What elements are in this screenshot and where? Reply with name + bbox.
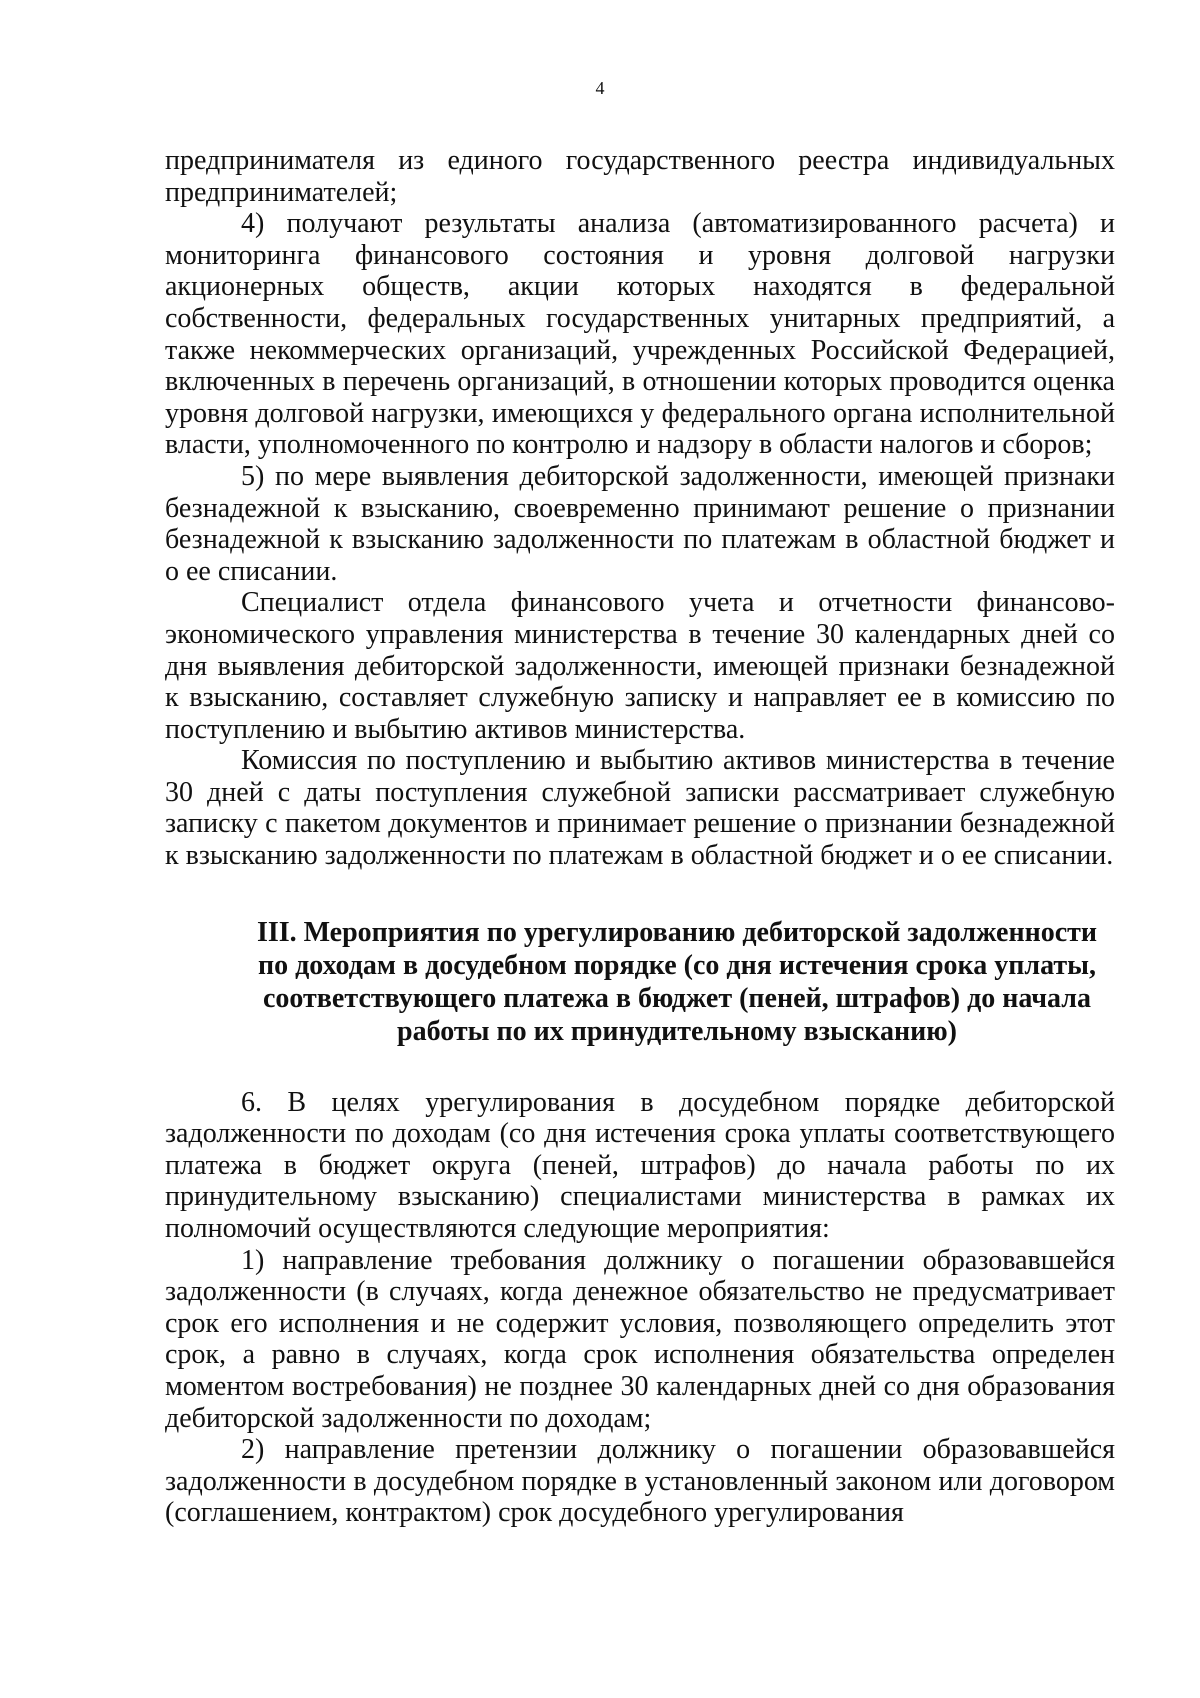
section-heading-line: работы по их принудительному взысканию) (397, 1015, 957, 1047)
paragraph-item-4: 4) получают результаты анализа (автоматизированного расчета) и мониторинга финансового состояния и уровня долговой нагрузки акционерных обществ, акции которых находятся в федеральной собственности, федеральных государственных унитарных предприятий, а также некоммерческих организаций, учрежденных Российской Федерацией, включенных в перечень организаций, в отношении которых проводится оценка уровня долговой нагрузки, имеющихся у федерального органа исполнительной власти, уполномоченного по контролю и надзору в области налогов и сборов; (165, 208, 1115, 461)
paragraph-item-5: 5) по мере выявления дебиторской задолженности, имеющей признаки безнадежной к взысканию, своевременно принимают решение о признании безнадежной к взысканию задолженности по платежам в областной бюджет и о ее списании. (165, 460, 1115, 587)
paragraph-continuation: предпринимателя из единого государственного реестра индивидуальных предпринимателей; (165, 145, 1115, 208)
section-heading-line: по доходам в досудебном порядке (со дня истечения срока уплаты, (257, 949, 1096, 981)
paragraph-subitem-2: 2) направление претензии должнику о погашении образовавшейся задолженности в досудебном порядке в установленный законом или договором (соглашением, контрактом) срок досудебного урегулирования (165, 1434, 1115, 1529)
paragraph-specialist: Специалист отдела финансового учета и отчетности финансово-экономического управления министерства в течение 30 календарных дней со дня выявления дебиторской задолженности, имеющей признаки безнадежной к взысканию, составляет служебную записку и направляет ее в комиссию по поступлению и выбытию активов министерства. (165, 587, 1115, 745)
paragraph-commission: Комиссия по поступлению и выбытию активов министерства в течение 30 дней с даты поступления служебной записки рассматривает служебную записку с пакетом документов и принимает решение о признании безнадежной к взысканию задолженности по платежам в областной бюджет и о ее списании. (165, 745, 1115, 872)
paragraph-subitem-1: 1) направление требования должнику о погашении образовавшейся задолженности (в случаях, когда денежное обязательство не предусматривает срок его исполнения и не содержит условия, позволяющего определить этот срок, а равно в случаях, когда срок исполнения обязательства определен моментом востребования) не позднее 30 календарных дней со дня образования дебиторской задолженности по доходам; (165, 1244, 1115, 1434)
document-body (165, 145, 1115, 1529)
section-heading (165, 916, 1115, 1048)
section-heading-line: III. Мероприятия по урегулированию дебиторской задолженности (256, 916, 1098, 948)
paragraph-item-6: 6. В целях урегулирования в досудебном порядке дебиторской задолженности по доходам (со дня истечения срока уплаты соответствующего платежа в бюджет округа (пеней, штрафов) до начала работы по их принудительному взысканию) специалистами министерства в рамках их полномочий осуществляются следующие мероприятия: (165, 1086, 1115, 1245)
section-heading-line: соответствующего платежа в бюджет (пеней, штрафов) до начала (262, 982, 1091, 1014)
page-number: 4 (595, 78, 605, 98)
